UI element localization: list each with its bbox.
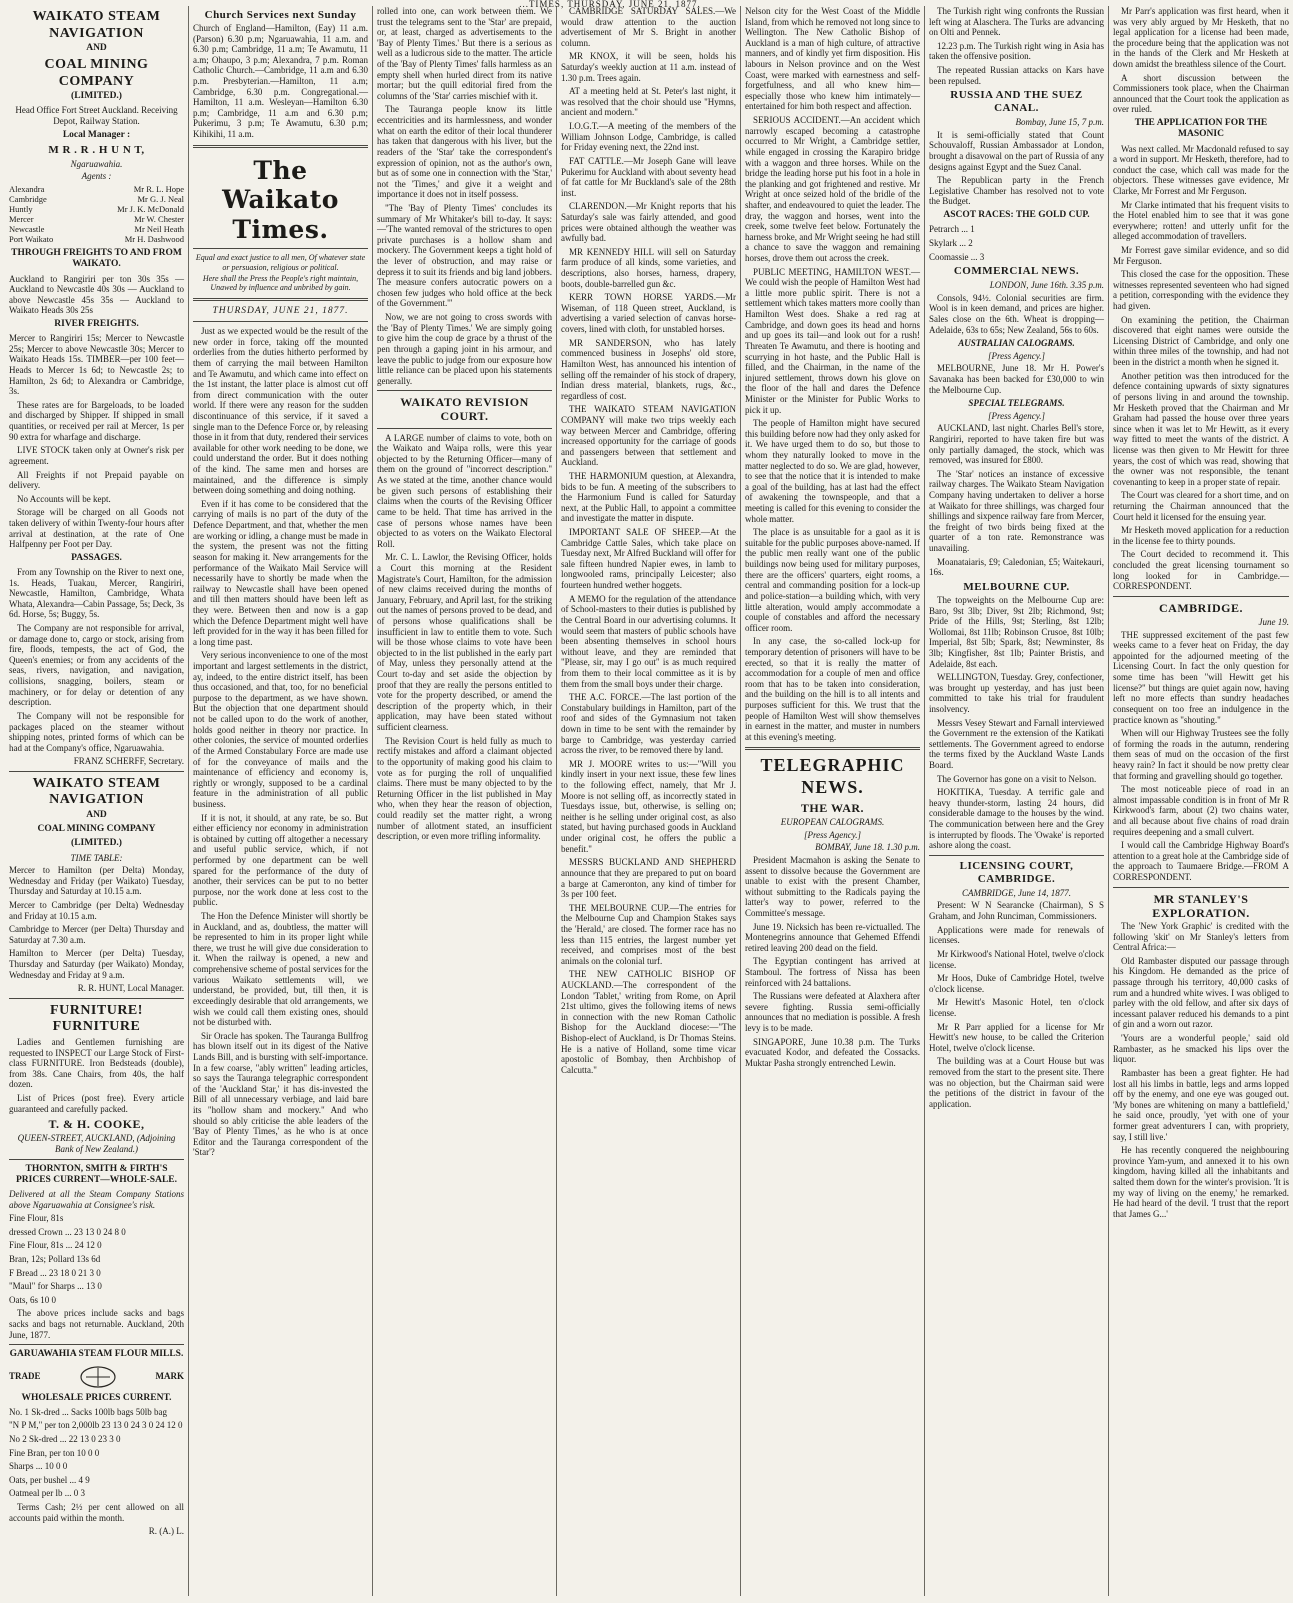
wholesale-row: No. 1 Sk-dred ... Sacks 100lb bags 50lb bag [9, 1406, 167, 1417]
stanley-item: Rambaster has been a great fighter. He had lost all his limbs in battle, legs and arms lopped off by the enemy, and one eye was gouged out. 'My bones are whitening on many a battlefield,' he said once, proudly, 'yet with one of your former great adventurers I can, with propriety, say, I still live.' [1113, 1067, 1289, 1142]
church-title: Church Services next Sunday [204, 9, 357, 21]
columns [5, 6, 1289, 1596]
licensing-item: Mr Parr's application was first heard, when it was very ably argued by Mr Hesketh, that no legal application for a license had been made, the procedure being that the application was not in the hands of the Clerk and Mr Hesketh at down amidst the breathless silence of the Court. [1113, 6, 1289, 70]
wholesale-signature: R. (A.) L. [148, 1526, 184, 1537]
licensing-court-title: LICENSING COURT, CAMBRIDGE. [959, 859, 1074, 885]
article-paragraph: "The 'Bay of Plenty Times' concludes its summary of Mr Whitaker's bill to-day. It says:—'The wanted removal of the strictures to open private purchases is a hollow sham and mockery. The Government keeps a tight hold of the lever of obstruction, and may raise or depress it to suit its friends and big land jobbers. The measure confers autocratic powers on a chosen few judges who hold office at the beck of the Government.'" [377, 202, 552, 309]
ad-and: AND [86, 43, 107, 54]
cambridge-item: I would call the Cambridge Highway Board's attention to a great hole at the Cambridge side of the approach to Taumaere Bridge.—FROM A CORRESPONDENT. [1113, 840, 1289, 883]
editorial-paragraph: Just as we expected would be the result of the new order in force, taking off the mounted orderlies from the duties hitherto performed by them of carrying the mail between Hamilton and Te Awamutu, and which came into effect on the 1st instant, the latter place is almost cut off from direct communication with the outer world. If there were any reason for the sudden discontinuance of this service, if it saved a single man to the Defence Force or, by releasing those in it from that duty, rendered their services available for other work needing to be done, we could understand the order. But it does nothing of the kind. The same men and horses are maintained, and the difference is simply between doing something and doing nothing. [193, 326, 368, 496]
special-item: AUCKLAND, last night. Charles Bell's store, Rangiriri, reported to have taken fire but was only partially damaged, the stock, which was removed, was insured for £800. [929, 423, 1104, 466]
news-item: MR J. MOORE writes to us:—"Will you kindly insert in your next issue, these few lines to the following effect, namely, that Mr J. Moore is not selling off, as incorrectly stated in Tuesdays issue, but, otherwise, is selling on; neither is he selling under original cost, as also stated, but having purchased goods in Auckland under original cost, he offers the public a benefit." [561, 758, 736, 854]
licensing-item: Present: W N Searancke (Chairman), S S Graham, and John Runciman, Commissioners. [929, 900, 1104, 922]
thornton-row: Bran, 12s; Pollard 13s 6d [9, 1254, 101, 1265]
suez-date: Bombay, June 15, 7 p.m. [1015, 117, 1104, 128]
news-item: A MEMO for the regulation of the attendance of School-masters to their duties is published by the Central Board in our advertising columns. It would seem that masters of public schools have been absenting themselves in school hours without leave, and they are reminded that "Please, sir, may I go out" is as much required from them to their local committee as it is by them from the small boys under their charge. [561, 593, 736, 689]
timetable-row: Mercer to Hamilton (per Delta) Monday, Wednesday and Friday (per Waikato) Tuesday, Thursday and Saturday at 10.15 a.m. [9, 865, 184, 897]
special-item: Moanataiaris, £9; Caledonian, £5; Waitekauri, 16s. [929, 556, 1104, 578]
thornton-row: Fine Flour, 81s ... 24 12 0 [9, 1240, 102, 1251]
trade-label: TRADE [9, 1371, 41, 1382]
wholesale-row: Sharps ... 10 0 0 [9, 1461, 68, 1472]
agent-row: Mercer Mr W. Chester [9, 214, 184, 225]
thornton-row: dressed Crown ... 23 13 0 24 8 0 [9, 1226, 126, 1237]
agent-row: Cambridge Mr G. J. Neal [9, 194, 184, 205]
divider [1113, 596, 1289, 597]
news-item: THE HARMONIUM question, at Alexandra, bids to be fun. A meeting of the subscribers to the Harmonium Fund is called for Saturday next, at the Public Hall, to appoint a committee and investigate the matter in dispute. [561, 470, 736, 524]
dateline: THURSDAY, JUNE 21, 1877. [212, 305, 349, 316]
news-item: MR KNOX, it will be seen, holds his Saturday's weekly auction at 11 a.m. instead of 1.30 p.m. Trees again. [561, 51, 736, 83]
divider [193, 145, 368, 148]
commercial-title: COMMERCIAL NEWS. [953, 265, 1080, 278]
agent-row: Alexandra Mr R. L. Hope [9, 184, 184, 195]
licensing-date: CAMBRIDGE, June 14, 1877. [962, 887, 1071, 898]
wholesale-title: WHOLESALE PRICES CURRENT. [21, 1392, 172, 1403]
stanley-item: Old Rambaster disputed our passage through his Kingdom. He demanded as the price of passage through his territory, 40,000 casks of rum and a hundred white wives. I was obliged to parley with the old fellow, and after six days of incessant palaver reduced his demands to a pint of gin and a worn out razor. [1113, 955, 1289, 1030]
news-item: MESSRS BUCKLAND AND SHEPHERD announce that they are prepared to put on board a barge at Cameronton, any kind of timber for 3s per 100 feet. [561, 857, 736, 900]
masthead: The Waikato Times. [222, 155, 339, 244]
news-item: THE MELBOURNE CUP.—The entries for the Melbourne Cup and Champion Stakes says the 'Herald,' are closed. The former race has no less than 115 entries, the largest number yet received, and comprises most of the best animals on the colonial turf. [561, 902, 736, 966]
thornton-note: The above prices include sacks and bags sacks and bags not returnable. Auckland, 20th June, 1877. [9, 1308, 184, 1340]
european-calograms-title: EUROPEAN CALOGRAMS. [780, 817, 885, 828]
news-item: The people of Hamilton might have secured this building before now had they only asked for it. We have urged them to do so, but those to whom they naturally looked to move in the matter neglected to do so. We are glad, however, to see that the notice that it is intended to make a goal of the building, has at last had the effect of awakening the townspeople, and that a meeting is called for this evening to consider the whole matter. [745, 418, 920, 524]
motto-1: Equal and exact justice to all men, Of whatever state or persuasion, religious or political. [195, 253, 366, 272]
furniture-body: Ladies and Gentlemen furnishing are requested to INSPECT our Large Stock of First-class FURNITURE. Iron Bedsteads (double), from 38s. Cane Chairs, from 40s, the half dozen. [9, 1036, 184, 1090]
wholesale-row: Oatmeal per lb ... 0 3 [9, 1488, 85, 1499]
ad2-title: WAIKATO STEAM NAVIGATION [32, 775, 161, 808]
thornton-title: THORNTON, SMITH & FIRTH'S PRICES CURRENT—WHOLE-SALE. [16, 1163, 177, 1185]
divider [9, 771, 184, 772]
divider [193, 248, 368, 249]
secretary-signature: FRANZ SCHERFF, Secretary. [73, 756, 184, 767]
column-2 [189, 6, 373, 1596]
hunt-signature: R. R. HUNT, Local Manager. [77, 983, 184, 994]
ad2-title-2: COAL MINING COMPANY [37, 824, 156, 835]
divider [377, 428, 552, 429]
bombay-date: BOMBAY, June 18. 1.30 p.m. [815, 842, 920, 853]
thornton-intro: Delivered at all the Steam Company Stations above Ngaruawahia at Consignee's risk. [9, 1189, 184, 1210]
telegraphic-news-title: TELEGRAPHIC NEWS. [760, 755, 905, 797]
licensing-item: Mr R Parr applied for a license for Mr Hewitt's new house, to be called the Criterion Hotel, twelve o'clock license. [929, 1021, 1104, 1053]
timetable-row: Hamilton to Mercer (per Delta) Tuesday, Thursday and Saturday (per Waikato) Monday, Wednesday and Friday at 9 a.m. [9, 948, 184, 980]
article-paragraph: A LARGE number of claims to vote, both on the Waikato and Waipa rolls, were this year objected to by the Returning Officer—many of them on the ground of "incorrect description." As we stated at the time, another chance would be given such persons of establishing their claims when the courts of the Revising Officer came to be held. That time has arrived in the case of persons whose names have been objected to as voters on the Waikato Electoral Roll. [377, 432, 552, 549]
time-table-label: TIME TABLE: [70, 852, 123, 863]
column-5 [741, 6, 925, 1596]
news-item: FAT CATTLE.—Mr Joseph Gane will leave Pukerimu for Auckland with about seventy head of fat cattle for Mr Buckland's sale of the 28th inst. [561, 155, 736, 198]
news-item: Nelson city for the West Coast of the Middle Island, from which he removed not long since to Wellington. The New Catholic Bishop of Auckland is a man of high culture, of attractive manners, and of kindly yet firm disposition. His labours in Nelson province and on the West Coast, were marked with earnestness and self-forgetfulness, and all who knew him—especially those who knew him intimately—entertained for him both respect and affection. [745, 6, 920, 112]
divider [9, 998, 184, 999]
news-item: CAMBRIDGE SATURDAY SALES.—We would draw attention to the auction advertisement of Mr S. Bright in another column. [561, 6, 736, 48]
timetable-row: Cambridge to Mercer (per Delta) Thursday and Saturday at 7.30 a.m. [9, 924, 184, 945]
news-item: MR SANDERSON, who has lately commenced business in Josephs' old store, Hamilton West, has announced his intention of selling off the remainder of his stock of drapery, Indian dress material, blankets, rugs, &c., regardless of cost. [561, 337, 736, 401]
wholesale-row: Fine Bran, per ton 10 0 0 [9, 1447, 100, 1458]
article-paragraph: Mr. C. L. Lawlor, the Revising Officer, holds a Court this morning at the Resident Magistrate's Court, Hamilton, for the admission of new claims received during the months of January, February, and April last, for the striking out the names of persons proved to be dead, and of persons whose qualifications shall be insufficient in law to entitle them to vote. Such will be those whose claims to vote have been objected to in the list published in the early part of May, unless they personally attend at the Court to-day and set aside the objection by proof that they are really the persons entitled to vote for the property described, or amend the description of the property which, in their application, may have been stated without sufficient clearness. [377, 552, 552, 733]
agents-label: Agents : [81, 171, 112, 182]
manager-place: Ngaruawahia. [70, 158, 123, 169]
thornton-row: F Bread ... 23 18 0 21 3 0 [9, 1267, 101, 1278]
licensing-item: A short discussion between the Commissioners took place, when the Chairman announced that the Court took the application as over ruled. [1113, 72, 1289, 115]
masonic-title: THE APPLICATION FOR THE MASONIC [1134, 118, 1268, 140]
article-paragraph: Now, we are not going to cross swords with the 'Bay of Plenty Times.' We are simply going to give him the coup de grace by a thrust of the pen through a gaping joint in his armour, and leave the public to judge from our exposure how little reliance can be placed upon his statements generally. [377, 312, 552, 386]
divider [377, 390, 552, 391]
revision-court-title: WAIKATO REVISION COURT. [400, 395, 529, 424]
war-item: 12.23 p.m. The Turkish right wing in Asia has taken the offensive position. [929, 40, 1104, 62]
church-body: Church of England—Hamilton, (Eay) 11 a.m. (Parson) 6.30 p.m; Ngaruawahia, 11 a.m. and 6.30 p.m; Cambridge, 11 a.m; Te Awamutu, 11 a.m; Ohaupo, 3 p.m; Alexandra, 7 p.m. Roman Catholic Church.—Cambridge, 11 a.m and 6.30 p.m. Presbyterian.—Hamilton, 11 a.m; Cambridge, 6.30 p.m. Congregational.—Hamilton, 11 a.m. Wesleyan—Hamilton 6.30 p.m; Cambridge, 11 a.m and 6.30 p.m; Pukerimu, 3 p.m; Te Awamutu, 6.30 p.m; Kihikihi, 11 a.m. [193, 22, 368, 140]
masonic-item: The Court was cleared for a short time, and on returning the Chairman announced that the Court held it licensed for the ensuing year. [1113, 490, 1289, 522]
furniture-title: FURNITURE! FURNITURE [50, 1002, 143, 1035]
news-item: In any case, the so-called lock-up for temporary detention of prisoners will have to be erected, so that it is really the matter of accommodation for a couple of men and office room that has to be taken into consideration, and the building on the hill is to all intents and purposes sufficient for this. We trust that the people of Hamilton West will show themselves in earnest in the matter, and muster in numbers at this evening's meeting. [745, 636, 920, 742]
stanley-title: MR STANLEY'S EXPLORATION. [1152, 891, 1250, 920]
masonic-item: This closed the case for the opposition. These witnesses represented seventeen who had signed a petition, corresponding with the evidence they had given. [1113, 269, 1289, 312]
stanley-item: The 'New York Graphic' is credited with the following 'skit' on Mr Stanley's letters from Central Africa:— [1113, 920, 1289, 953]
masonic-item: Another petition was then introduced for the defence containing upwards of sixty signatures of persons living in and around the township. Mr Hesketh proved that the Chairman and Mr Graham had passed the house over three years since when it was let to Mr Hewitt, as it every way fitted to meet the wants of the district. A license was then given to Mr Hewitt for three years, the cost of which was read, showing that the owner was not responsible, the tenant covenanting to keep in a proper state of repair. [1113, 370, 1289, 487]
column-7 [1109, 6, 1293, 1596]
thornton-row: Oats, 6s 10 0 [9, 1294, 56, 1305]
war-item: President Macmahon is asking the Senate to assent to dissolve because the Government are unable to exist with the present Chamber, without submitting to the Radicals paying the latter's way to power, referred to the Committee's message. [745, 854, 920, 918]
trade-mark [9, 1364, 184, 1390]
storage-note: Storage will be charged on all Goods not taken delivery of within Twenty-four hours after arrival at destination, at the rate of One Halfpenny per Foot per Day. [9, 507, 184, 550]
wellington-item: WELLINGTON, Tuesday. Grey, confectioner, was brought up yesterday, and has just been committed to take his trial for fraudulent insolvency. [929, 672, 1104, 714]
editorial-paragraph: Sir Oracle has spoken. The Tauranga Bullfrog has blown itself out in its digest of the Native Lands Bill, and is bursting with self-importance. In a few coarse, "ably written" leading articles, so says the Tauranga telegraphic correspondent of the 'Auckland Star,' it has dis-invested the Bill of all unnecessary verbiage, and laid bare its "hollow sham and mockery." And who should so ably criticise the able leaders of the 'Bay of Plenty Times,' as he who is at once Editor and the Tauranga correspondent of the 'Star'? [193, 1030, 368, 1158]
freight-body: Auckland to Rangiriri per ton 30s 35s — Auckland to Newcastle 40s 30s — Auckland to above Newcastle 45s 35s — Auckland to Waikato Heads 30s 25s [9, 273, 184, 316]
cambridge-item: THE suppressed excitement of the past few weeks came to a fever heat on Friday, the day appointed for the adjourned meeting of the Licensing Court. In fact the only question for some time has been "will Hewitt get his license?" but things are quiet again now, having left no more effects than sundry headaches consequent on too free an indulgence in the practice known as "shouting." [1113, 629, 1289, 725]
news-item: CLARENDON.—Mr Knight reports that his Saturday's sale was fairly attended, and good prices were obtained although the weather was awfully bad. [561, 201, 736, 244]
livestock-note: LIVE STOCK taken only at Owner's risk per agreement. [9, 445, 184, 466]
stanley-item: 'Yours are a wonderful people,' said old Rambaster, as he smacked his lips over the liquor. [1113, 1033, 1289, 1065]
parcels-note: The Company will not be responsible for packages placed on the steamer without shipping notes, printed forms of which can be had at the Company's office, Ngaruawahia. [9, 710, 184, 753]
news-item: SERIOUS ACCIDENT.—An accident which narrowly escaped becoming a catastrophe occurred to Mr Wright, a Cambridge settler, while engaged in crossing the Karapiro bridge with a waggon and three horses. While on the bridge the leading horse put his foot in a hole in the planking and got frightened and restive. Mr Wright at once seized hold of the bridle of the shafter, and endeavoured to quiet the leader. The dray, the waggon and horses, went into the creek, some twelve feet below. Fortunately the harness broke, and Mr Wright seeing he had still a chance to save the waggon and remaining horses, drove them out across the creek. [745, 115, 920, 264]
company-note: The Company are not responsible for arrival, or damage done to, cargo or stock, arising from fire, floods, tempests, the act of God, the Queen's enemies; or from any accidents of the seas, rivers, navigation, and navigation, collisions, snagging, boilers, steam or machinery, or for delay or detention of any description. [9, 623, 184, 708]
divider [745, 747, 920, 750]
masonic-item: On examining the petition, the Chairman discovered that eight names were outside the Licensing District of Cambridge, and only one within three miles of the township, and had not been in the district a month when he signed it. [1113, 314, 1289, 368]
war-item: The Egyptian contingent has arrived at Stamboul. The fortress of Nissa has been reinforced with 24 battalions. [745, 956, 920, 988]
licensing-item: Mr Hoos, Duke of Cambridge Hotel, twelve o'clock license. [929, 973, 1104, 994]
licensing-item: Applications were made for renewals of licenses. [929, 924, 1104, 946]
article-paragraph: The Tauranga people know its little eccentricities and its harmlessness, and wonder what on earth the editor of their local thunderer has taken that dangerous with his liver, but the readers of the 'Star' take the correspondent's expression of opinion, not as the author's own, but as of some one in connection with the 'Star,' not the 'Times,' and give it a weight and importance it does not in itself possess. [377, 104, 552, 200]
cambridge-item: The most noticeable piece of road in an almost impassable condition is in front of Mr R Kirkwood's farm, about (2) two chains water, and all because about five chains of road drain requires deepening and a small culvert. [1113, 784, 1289, 837]
editorial-paragraph: Very serious inconvenience to one of the most important and largest settlements in the district, ay, indeed, to the entire district itself, has been thus occasioned, and that, too, for no beneficial purpose to the department, as we have shown. But the objection that one department should not be called upon to do the work of another, holds good neither in theory nor practice. In other colonies, the service of mounted orderlies of the Armed Constabulary Force are made use of for the conveyance of mails and the maintenance of efficiency and economy is, rightly or wrongly, supposed to be a cardinal feature in the administration of all public business. [193, 650, 368, 809]
news-item: KERR TOWN HORSE YARDS.—Mr Wiseman, of 118 Queen street, Auckland, is advertising a varied selection of canvas horse-covers, lined with cloth, for unstabled horses. [561, 292, 736, 335]
melbourne-cup-body: The topweights on the Melbourne Cup are: Baro, 9st 3lb; Diver, 9st 2lb; Richmond, 9st; Pride of the Hills, 9st; Sterling, 8st 12lb; Wollomai, 8st 11lb; Robinson Crusoe, 8st 10lb; Imperial, 8st 5lb; Spark, 8st; Newminster, 8s 3lb; Kingfisher, 8st 1lb; Painter Bristis, and Adelaide, 8st each. [929, 594, 1104, 669]
licensing-item: Mr Kirkwood's National Hotel, twelve o'clock license. [929, 948, 1104, 970]
stewart-item: Messrs Vesey Stewart and Farnall interviewed the Government re the extension of the Katikati settlements. The Government agreed to endorse the terms fixed by the Auckland Waste Lands Board. [929, 717, 1104, 771]
column-4 [557, 6, 741, 1596]
divider [9, 1159, 184, 1160]
cooke-title: T. & H. COOKE, [48, 1117, 145, 1132]
masonic-item: Mr Clarke intimated that his frequent visits to the Hotel enabled him to see that it was gone everywhere; rotten! and utterly unfit for the alleged accommodation of travellers. [1113, 199, 1289, 242]
river-title: RIVER FREIGHTS. [54, 319, 139, 330]
special-item: The 'Star' notices an instance of excessive railway charges. The Waikato Steam Navigation Company having undertaken to deliver a horse at Waikato for three shillings, was charged four shillings and sixpence railway fare from Mercer, the freight of two birds being fixed at the quarter of a ton rate. Remonstrance was unavailing. [929, 468, 1104, 554]
suez-item: The Republican party in the French Legislative Chamber has resolved not to vote the Budget. [929, 175, 1104, 207]
war-item: June 19. Nicksich has been re-victualled. The Montenegrins announce that Gehemed Effendi retired leaving 200 dead on the field. [745, 921, 920, 953]
prepaid-note: All Freights if not Prepaid payable on delivery. [9, 469, 184, 491]
suez-title: RUSSIA AND THE SUEZ CANAL. [950, 89, 1083, 115]
ascot-title: ASCOT RACES: THE GOLD CUP. [943, 210, 1090, 221]
wholesale-row: No 2 Sk-dred ... 22 13 0 23 3 0 [9, 1433, 121, 1444]
column-6 [925, 6, 1109, 1596]
river-body: Mercer to Rangiriri 15s; Mercer to Newcastle 25s; Mercer to above Newcastle 30s; Mercer to Waikato Heads 15s. TIMBER—per 100 feet—Heads to Mercer 1s 6d; to Newcastle 2s; to Hamilton, 2s 6d; to Alexandra or Cambridge, 3s. [9, 333, 184, 397]
ad2-limited: (LIMITED.) [71, 838, 122, 849]
press-agency-label: [Press Agency.] [988, 350, 1045, 361]
manager-label: Local Manager : [62, 129, 131, 140]
article-paragraph: rolled into one, can work between them. We trust the telegrams sent to the 'Star' are prepaid, or, at least, charged as advertisements to the 'Bay of Plenty Times.' But there is a serious as well as a ludicrous side to the matter. The article of the 'Bay of Plenty Times' falls harmless as an empty shell when hurled direct from its native mortar; but the quill editorial fired from the columns of the 'Star' carries mischief with it. [377, 6, 552, 101]
agent-row: Newcastle Mr Neil Heath [9, 224, 184, 235]
cooke-address: QUEEN-STREET, AUCKLAND, (Adjoining Bank of New Zealand.) [17, 1133, 176, 1154]
commercial-body: Consols, 94½. Colonial securities are firm. Wool is in keen demand, and prices are higher. Sales close on the 6th. Wheat is dropping—Adelaide, 63s to 65s; New Zealand, 56s to 60s. [929, 292, 1104, 335]
rates-note: These rates are for Bargeloads, to be loaded and discharged by Shipper. If shipped in small quantities, or received per rail at Mercer, 1s per 90 extra for wharfage and discharge. [9, 399, 184, 442]
cambridge-item: When will our Highway Trustees see the folly of forming the roads in the autumn, rendering them seas of mud on the occasion of the first heavy rain? In fact it should be now pretty clear that forming and gravelling should go together. [1113, 728, 1289, 781]
ad-title-2: COAL MINING COMPANY [44, 57, 149, 89]
divider [193, 298, 368, 301]
ad-title: WAIKATO STEAM NAVIGATION [32, 9, 161, 41]
australian-body: MELBOURNE, June 18. Mr H. Power's Savanaka has been backed for £30,000 to win the Melbourne Cup. [929, 363, 1104, 395]
passages-body: From any Township on the River to next one, 1s. Heads, Tuakau, Mercer, Rangiriri, Newcastle, Hamilton, Cambridge, Whata Whata, Alexandra—Cabin Passage, 5s; Deck, 3s 6d. Horse, 5s; Buggy, 5s. [9, 567, 184, 620]
the-war-title: THE WAR. [800, 800, 865, 815]
article-paragraph: The Revision Court is held fully as much to rectify mistakes and afford a claimant objected to the opportunity of making good his claim to vote as for purging the roll of unqualified claims. There must be many objected to by the Returning Officer in the list published in May who, when they hear the reason of objection, could readily set the matter right, a wrong number of allotment stated, an insufficient description, or even more trifling informality. [377, 735, 552, 842]
column-1 [5, 6, 189, 1596]
australian-title: AUSTRALIAN CALOGRAMS. [958, 338, 1075, 349]
news-item: PUBLIC MEETING, HAMILTON WEST.—We could wish the people of Hamilton West had a little more public spirit. There is not a settlement which takes matters more coolly than Hamilton West does. Shake a red rag at Cambridge, and down goes its head and horns and up goes its tail—and look out for a rush! Threaten Te Awamutu, and there is hooting and scurrying in hot haste, and the Public Hall is filled, and the Chairman, in the name of the injured settlement, throws down his glove on the floor of the hall and dares the Defence Minister or the Minister for Public Works to pick it up. [745, 266, 920, 415]
ad-office: Head Office Fort Street Auckland. Receiving Depot, Railway Station. [15, 105, 178, 127]
column-3 [373, 6, 557, 1596]
news-item: THE NEW CATHOLIC BISHOP OF AUCKLAND.—The correspondent of the London 'Tablet,' writing from Rome, on April 21st ultimo, gives the following items of news in connection with the new Roman Catholic Bishop for the Auckland diocese:—"The Bishop-elect of Auckland, is Dr Thomas Steins. He is a native of Holland, some time vicar apostolic of Bombay, then Archbishop of Calcutta." [561, 969, 736, 1075]
divider [1113, 887, 1289, 888]
news-item: AT a meeting held at St. Peter's last night, it was resolved that the choir should use "Hymns, ancient and modern." [561, 86, 736, 118]
mills-title: GARUAWAHIA STEAM FLOUR MILLS. [9, 1349, 184, 1360]
trade-mark-emblem-icon [78, 1364, 118, 1390]
press-agency-label: [Press Agency.] [988, 410, 1045, 421]
commercial-date: LONDON, June 16th. 3.35 p.m. [989, 280, 1104, 291]
agent-row: Port Waikato Mr H. Dashwood [9, 234, 184, 245]
editorial-paragraph: The Hon the Defence Minister will shortly be in Auckland, and as, doubtless, the matter will be represented to him in its proper light while there, we trust he will give due consideration to it. When the railway is opened, a new and comprehensive scheme of postal services for the various Waikato settlements will, we understand, be provided, but, till then, it is exceedingly desirable that old arrangements, we wish we could call them existing ones, should not be disturbed with. [193, 911, 368, 1028]
cambridge-date: June 19. [1258, 617, 1289, 628]
running-head: ...TIMES, THURSDAY, JUNE 21, 1877. [519, 0, 701, 9]
stanley-item: He has recently conquered the neighbouring province Yam-yum, and annexed it to his own kingdom, having killed all the inhabitants and salted them down for the winter's provision. 'It is my way of living on the enemy,' he remarked. He had heard of the devil. 'I trust that the report that James G...' [1113, 1145, 1289, 1219]
masonic-item: Mr Forrest gave similar evidence, and so did Mr Ferguson. [1113, 244, 1289, 266]
editorial-paragraph: If it is not, it should, at any rate, be so. But either efficiency nor economy in administration is obtained by cutting off altogether a necessary and useful public service, which, if not performed by one department can be well spared for the performance of the duty of another, their services can be put to no better purpose, nor the work done at less cost to the public. [193, 812, 368, 908]
ad2-and: AND [86, 810, 107, 820]
war-item: The Russians were defeated at Alaxhera after severe fighting. Russia semi-officially announces that no mediation is possible. A fresh levy is to be made. [745, 991, 920, 1034]
freight-title: THROUGH FREIGHTS TO AND FROM WAIKATO. [11, 248, 182, 270]
ascot-row: Petrarch ... 1 [929, 224, 975, 235]
war-item: The Turkish right wing confronts the Russian left wing at Alaschera. The Turks are advancing on Olti and Pennek. [929, 6, 1104, 38]
divider [9, 1344, 184, 1345]
mark-label: MARK [155, 1371, 184, 1382]
war-item: The repeated Russian attacks on Kars have been repulsed. [929, 65, 1104, 86]
editorial-paragraph: Even if it has come to be considered that the carrying of mails is no part of the duty of the Defence Department, and that, whether the men are working or idling, a change must be made in the system, the present was not the fitting season for making it. New arrangements for the performance of the Waikato Mail Service will necessarily have to shortly be made when the railway to Newcastle shall have been opened and till then matters should have been left as they were. Between then and now is a gap which the Defence Department might well have left provided for in the way it has been filled for a long time past. [193, 498, 368, 647]
licensing-item: The building was at a Court House but was removed from the start to the present site. There was no objection, but the Chairman said were the petitions of the district in favour of the application. [929, 1056, 1104, 1109]
news-item: MR KENNEDY HILL will sell on Saturday farm produce of all kinds, some varieties, and descriptions, also horses, harness, drapery, boots, double-barrelled gun &c. [561, 246, 736, 289]
masonic-item: The Court decided to recommend it. This concluded the great licensing tournament so long looked for in Cambridge.—CORRESPONDENT. [1113, 549, 1289, 592]
motto-2: Here shall the Press the People's right maintain, Unawed by influence and unbribed by gain. [202, 274, 359, 293]
ascot-row: Coomassie ... 3 [929, 251, 985, 262]
hokitika-item: HOKITIKA, Tuesday. A terrific gale and heavy thunder-storm, lasting 24 hours, did considerable damage to the houses by the wind. The communication between here and the Grey is interrupted by floods. The 'Owake' is reported ashore along the coast. [929, 787, 1104, 851]
news-item: I.O.G.T.—A meeting of the members of the William Johnson Lodge, Cambridge, is called for Friday evening next, the 22nd inst. [561, 121, 736, 153]
news-item: THE WAIKATO STEAM NAVIGATION COMPANY will make two trips weekly each way between Mercer and Cambridge, offering increased opportunity for the carriage of goods and passengers between that settlement and Auckland. [561, 404, 736, 468]
news-item: The place is as unsuitable for a gaol as it is suitable for the public purposes above-named. If the public men really want one of the public buildings now being used for military purposes, there are the officers' quarters, eight rooms, a central and commanding position for a lock-up and police-station—a building which, with very little alteration, would amply accommodate a couple of constables and afford the necessary officer room. [745, 527, 920, 633]
war-item: SINGAPORE, June 10.38 p.m. The Turks evacuated Kodor, and defeated the Cossacks. Muktar Pasha strongly entrenched Lewin. [745, 1036, 920, 1068]
divider [929, 855, 1104, 856]
timetable-row: Mercer to Cambridge (per Delta) Wednesday and Friday at 10.15 a.m. [9, 900, 184, 921]
divider [193, 321, 368, 322]
ad-limited: (LIMITED.) [71, 91, 122, 102]
special-telegrams-title: SPECIAL TELEGRAMS. [968, 398, 1065, 409]
passages-title: PASSAGES. [71, 552, 122, 563]
governor-item: The Governor has gone on a visit to Nelson. [937, 773, 1097, 784]
agents-list [9, 184, 184, 244]
cambridge-title: CAMBRIDGE. [1158, 600, 1243, 615]
accounts-note: No Accounts will be kept. [17, 493, 111, 504]
news-item: THE A.C. FORCE.—The last portion of the Constabulary buildings in Hamilton, part of the roof and sides of the Gymnasium not taken down in time to be sent with the remainder by barge to Cambridge, was yesterday carried across the river, to be removed there by land. [561, 692, 736, 756]
agent-row: Huntly Mr J. K. McDonald [9, 204, 184, 215]
manager-name: M R . R . H U N T, [48, 143, 145, 156]
licensing-item: Mr Hewitt's Masonic Hotel, ten o'clock license. [929, 997, 1104, 1018]
masonic-item: Was next called. Mr Macdonald refused to say a word in support. Mr Hesketh, therefore, had to conduct the case, which call was made for the objectors. These witnesses gave evidence, Mr Clarke, Mr Forrest and Mr Ferguson. [1113, 143, 1289, 196]
thornton-row: "Maul" for Sharps ... 13 0 [9, 1281, 102, 1292]
news-item: IMPORTANT SALE OF SHEEP.—At the Cambridge Cattle Sales, which take place on Tuesday next, Mr Alfred Buckland will offer for sale fifteen hundred Napier ewes, in lamb to longwooled rams, principally Leicester; also fourteen hundred wether hoggets. [561, 527, 736, 591]
melbourne-cup-title: MELBOURNE CUP. [963, 580, 1070, 593]
ascot-row: Skylark ... 2 [929, 237, 973, 248]
furniture-list: List of Prices (post free). Every article guaranteed and carefully packed. [9, 1093, 184, 1114]
suez-item: It is semi-officially stated that Count Schouvaloff, Russian Ambassador at London, brought a disavowal on the part of Russia of any designs against Egypt and the Suez Canal. [929, 129, 1104, 172]
press-agency-label: [Press Agency.] [804, 829, 861, 840]
masonic-item: Mr Hesketh moved application for a reduction in the license fee to thirty pounds. [1113, 525, 1289, 546]
wholesale-note: Terms Cash; 2½ per cent allowed on all accounts paid within the month. [9, 1501, 184, 1523]
wholesale-row: Oats, per bushel ... 4 9 [9, 1474, 90, 1485]
wholesale-row: "N P M," per ton 2,000lb 23 13 0 24 3 0 24 12 0 [9, 1420, 183, 1431]
thornton-row: Fine Flour, 81s [9, 1213, 64, 1224]
